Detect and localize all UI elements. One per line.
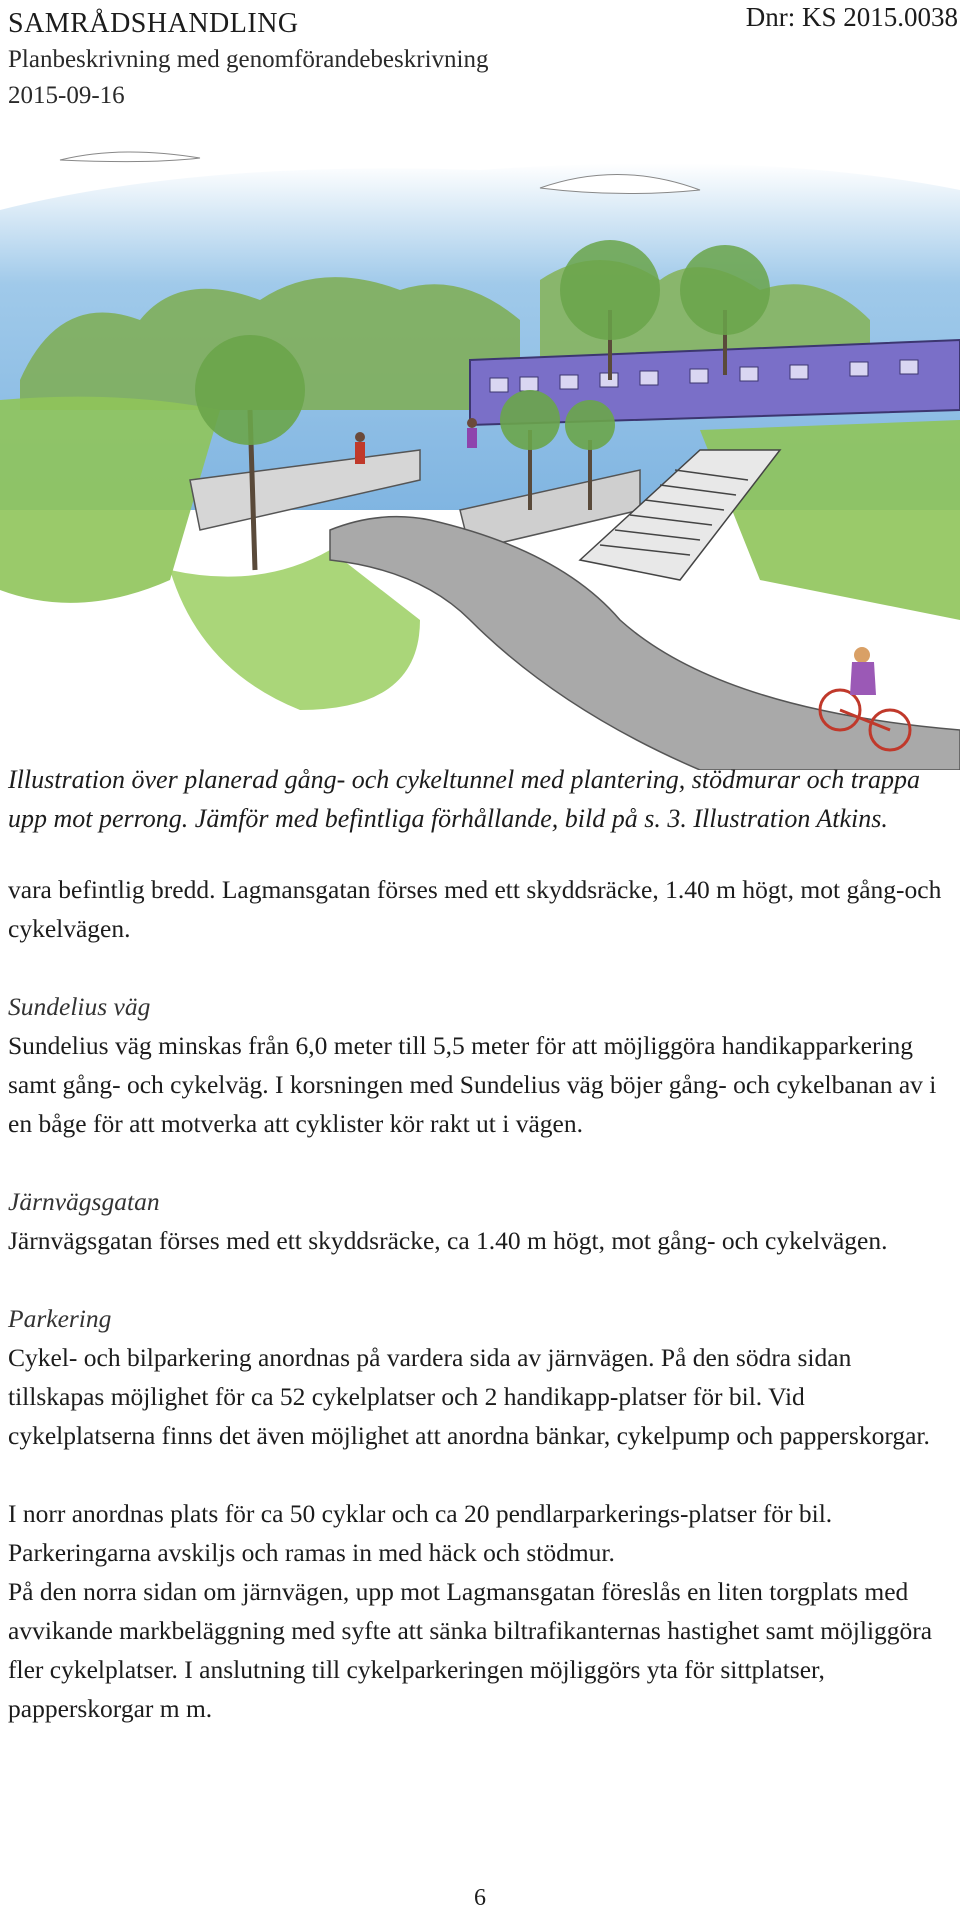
- grass-left: [0, 397, 220, 603]
- page-number: 6: [474, 1885, 486, 1911]
- illustration-caption: Illustration över planerad gång- och cykeltunnel med plantering, stödmurar och trappa upp mot perrong. Jämför med befintliga förhållande, bild på s. 3. Illustration Atkins.: [8, 765, 921, 833]
- cloud: [60, 152, 200, 162]
- paragraph: Cykel- och bilparkering anordnas på vardera sida av järnvägen. På den södra sidan tillskapas möjlighet för ca 52 cykelplatser och 2 handikapp-platser för bil. Vid cykelplatserna finns det även möjlighet att anordna bänkar, cykelpump och papperskorgar.: [8, 1343, 930, 1450]
- paragraph: vara befintlig bredd. Lagmansgatan förses med ett skyddsräcke, 1.40 m högt, mot gång-och cykelvägen.: [8, 875, 942, 943]
- paragraph: Sundelius väg minskas från 6,0 meter till 5,5 meter för att möjliggöra handikapparkering samt gång- och cykelväg. I korsningen med Sundelius väg böjer gång- och cykelbanan av i en båge för att motverka att cyklister kör rakt ut i vägen.: [8, 1031, 937, 1138]
- document-header: [8, 6, 488, 114]
- section-heading: Sundelius väg: [8, 992, 151, 1021]
- document-status-title: SAMRÅDSHANDLING: [8, 8, 299, 39]
- grass-bottom: [170, 550, 420, 710]
- document-body: [8, 870, 953, 1728]
- tunnel-illustration: [0, 150, 960, 770]
- document-subtitle: Planbeskrivning med genomförandebeskrivning: [8, 46, 489, 73]
- section-heading: Parkering: [8, 1304, 112, 1333]
- section-heading: Järnvägsgatan: [8, 1187, 160, 1216]
- paragraph: I norr anordnas plats för ca 50 cyklar och ca 20 pendlarparkerings-platser för bil. Parkeringarna avskiljs och ramas in med häck och stödmur.: [8, 1499, 833, 1567]
- pedestrian: [467, 418, 477, 448]
- pedestrian: [355, 432, 365, 464]
- document-date: 2015-09-16: [8, 82, 125, 109]
- paragraph: Järnvägsgatan förses med ett skyddsräcke, ca 1.40 m högt, mot gång- och cykelvägen.: [8, 1226, 888, 1255]
- paragraph: På den norra sidan om järnvägen, upp mot Lagmansgatan föreslås en liten torgplats med avvikande markbeläggning med syfte att sänka biltrafikanternas hastighet samt möjliggöra fler cykelplatser. I anslutning till cykelparkeringen möjliggörs yta för sittplatser, papperskorgar m m.: [8, 1577, 933, 1723]
- diary-number: Dnr: KS 2015.0038: [745, 2, 958, 32]
